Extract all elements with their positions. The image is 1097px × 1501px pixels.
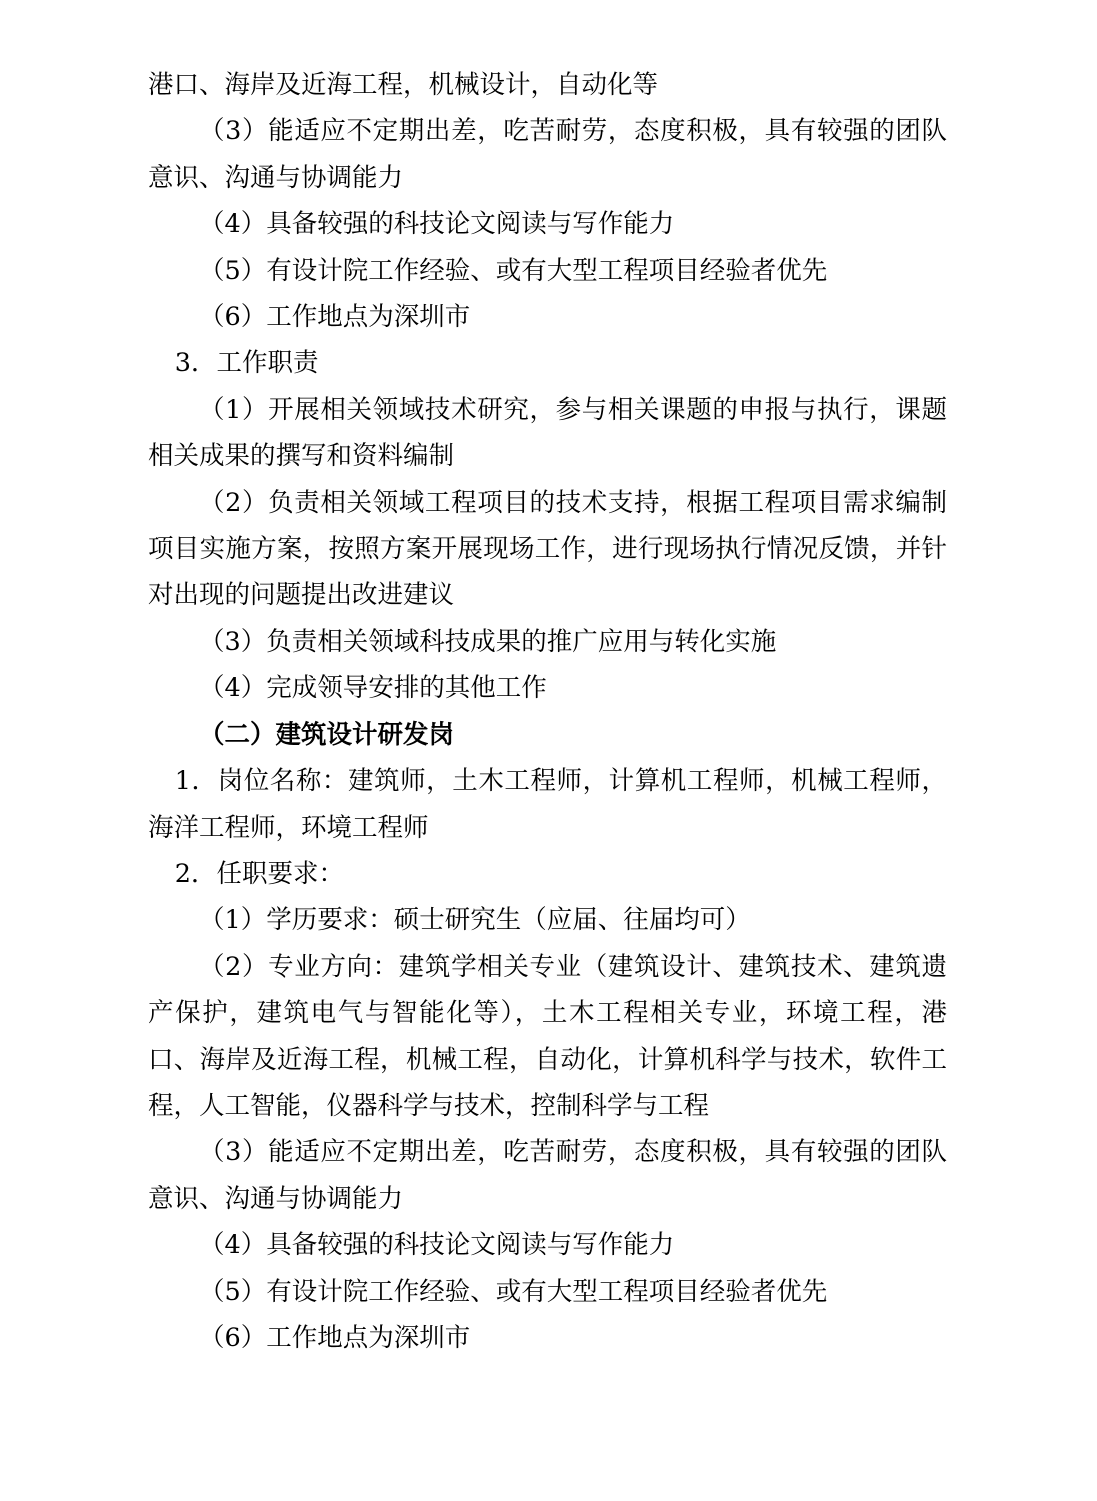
paragraph: （2）专业方向：建筑学相关专业（建筑设计、建筑技术、建筑遗产保护，建筑电气与智能化等），土木工程相关专业，环境工程，港口、海岸及近海工程，机械工程，自动化，计算机科学与技术，软件工程，人工智能，仪器科学与技术，控制科学与工程	[148, 951, 947, 1121]
paragraph-position-name: 1．岗位名称：建筑师，土木工程师，计算机工程师，机械工程师，海洋工程师，环境工程师	[148, 766, 947, 843]
section-heading-architecture-position: （二）建筑设计研发岗	[199, 719, 455, 750]
paragraph: （1）学历要求：硕士研究生（应届、往届均可）	[199, 905, 751, 936]
paragraph: （4）具备较强的科技论文阅读与写作能力	[199, 1230, 675, 1261]
paragraph: （1）开展相关领域技术研究，参与相关课题的申报与执行，课题相关成果的撰写和资料编制	[148, 394, 947, 472]
paragraph: （4）具备较强的科技论文阅读与写作能力	[199, 209, 675, 240]
paragraph: （3）能适应不定期出差，吃苦耐劳，态度积极，具有较强的团队意识、沟通与协调能力	[148, 116, 947, 193]
section-heading-work-duties: 3．工作职责	[174, 348, 319, 379]
paragraph: （6）工作地点为深圳市	[199, 1322, 471, 1353]
paragraph: （3）能适应不定期出差，吃苦耐劳，态度积极，具有较强的团队意识、沟通与协调能力	[148, 1137, 947, 1214]
page-bottom-margin	[148, 1361, 947, 1501]
paragraph: （3）负责相关领域科技成果的推广应用与转化实施	[199, 626, 777, 657]
paragraph: 港口、海岸及近海工程，机械设计，自动化等	[148, 70, 659, 100]
paragraph: （4）完成领导安排的其他工作	[199, 673, 547, 704]
paragraph: （5）有设计院工作经验、或有大型工程项目经验者优先	[199, 1276, 828, 1307]
paragraph: （2）负责相关领域工程项目的技术支持，根据工程项目需求编制项目实施方案，按照方案开展现场工作，进行现场执行情况反馈，并针对出现的问题提出改进建议	[148, 487, 947, 611]
paragraph: （6）工作地点为深圳市	[199, 302, 471, 333]
document-body	[148, 62, 947, 1501]
paragraph: （5）有设计院工作经验、或有大型工程项目经验者优先	[199, 255, 828, 286]
section-heading-requirements: 2．任职要求：	[174, 858, 344, 889]
